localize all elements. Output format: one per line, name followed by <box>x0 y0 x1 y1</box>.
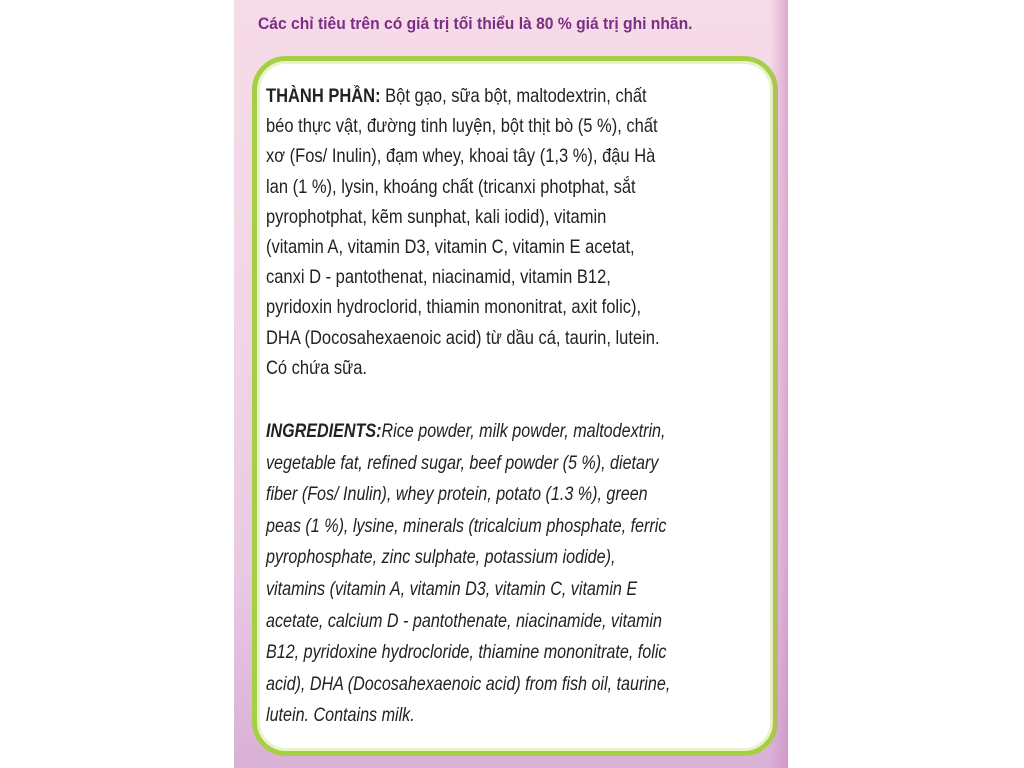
vietnamese-ingredients-line: DHA (Docosahexaenoic acid) từ dầu cá, taurin, lutein. <box>266 327 660 349</box>
vietnamese-ingredients-heading: THÀNH PHẦN: <box>266 86 381 107</box>
vietnamese-ingredients-text: Bột gạo, sữa bột, maltodextrin, chất <box>380 86 647 107</box>
english-ingredients-line: fiber (Fos/ Inulin), whey protein, potato (1.3 %), green <box>266 484 648 506</box>
english-ingredients <box>266 416 720 732</box>
english-ingredients-line: pyrophosphate, zinc sulphate, potassium iodide), <box>266 547 616 569</box>
english-ingredients-line <box>266 416 720 448</box>
english-ingredients-line: vegetable fat, refined sugar, beef powder (5 %), dietary <box>266 452 659 474</box>
vietnamese-ingredients <box>266 82 713 384</box>
english-ingredients-line: vitamins (vitamin A, vitamin D3, vitamin C, vitamin E <box>266 578 638 600</box>
vietnamese-ingredients-line: lan (1 %), lysin, khoáng chất (tricanxi photphat, sắt <box>266 176 636 198</box>
english-ingredients-line: lutein. Contains milk. <box>266 705 415 727</box>
vietnamese-ingredients-line: pyrophotphat, kẽm sunphat, kali iodid), vitamin <box>266 206 607 228</box>
product-package-label <box>234 0 788 768</box>
english-ingredients-line: acetate, calcium D - pantothenate, niacinamide, vitamin <box>266 610 662 632</box>
english-ingredients-line: peas (1 %), lysine, minerals (tricalcium phosphate, ferric <box>266 515 667 537</box>
nutrition-note: Các chỉ tiêu trên có giá trị tối thiểu là 80 % giá trị ghi nhãn. <box>258 14 693 33</box>
english-ingredients-heading: INGREDIENTS: <box>266 421 382 442</box>
vietnamese-ingredients-line: canxi D - pantothenat, niacinamid, vitamin B12, <box>266 267 611 289</box>
vietnamese-ingredients-line: Có chứa sữa. <box>266 357 367 379</box>
vietnamese-ingredients-line <box>266 82 713 112</box>
vietnamese-ingredients-line: pyridoxin hydroclorid, thiamin mononitrat, axit folic), <box>266 297 642 319</box>
vietnamese-ingredients-line: béo thực vật, đường tinh luyện, bột thịt bò (5 %), chất <box>266 116 658 138</box>
english-ingredients-text: Rice powder, milk powder, maltodextrin, <box>381 421 666 442</box>
english-ingredients-line: B12, pyridoxine hydrocloride, thiamine mononitrate, folic <box>266 642 667 664</box>
english-ingredients-line: acid), DHA (Docosahexaenoic acid) from fish oil, taurine, <box>266 673 671 695</box>
vietnamese-ingredients-line: xơ (Fos/ Inulin), đạm whey, khoai tây (1,3 %), đậu Hà <box>266 146 656 168</box>
vietnamese-ingredients-line: (vitamin A, vitamin D3, vitamin C, vitamin E acetat, <box>266 237 635 259</box>
